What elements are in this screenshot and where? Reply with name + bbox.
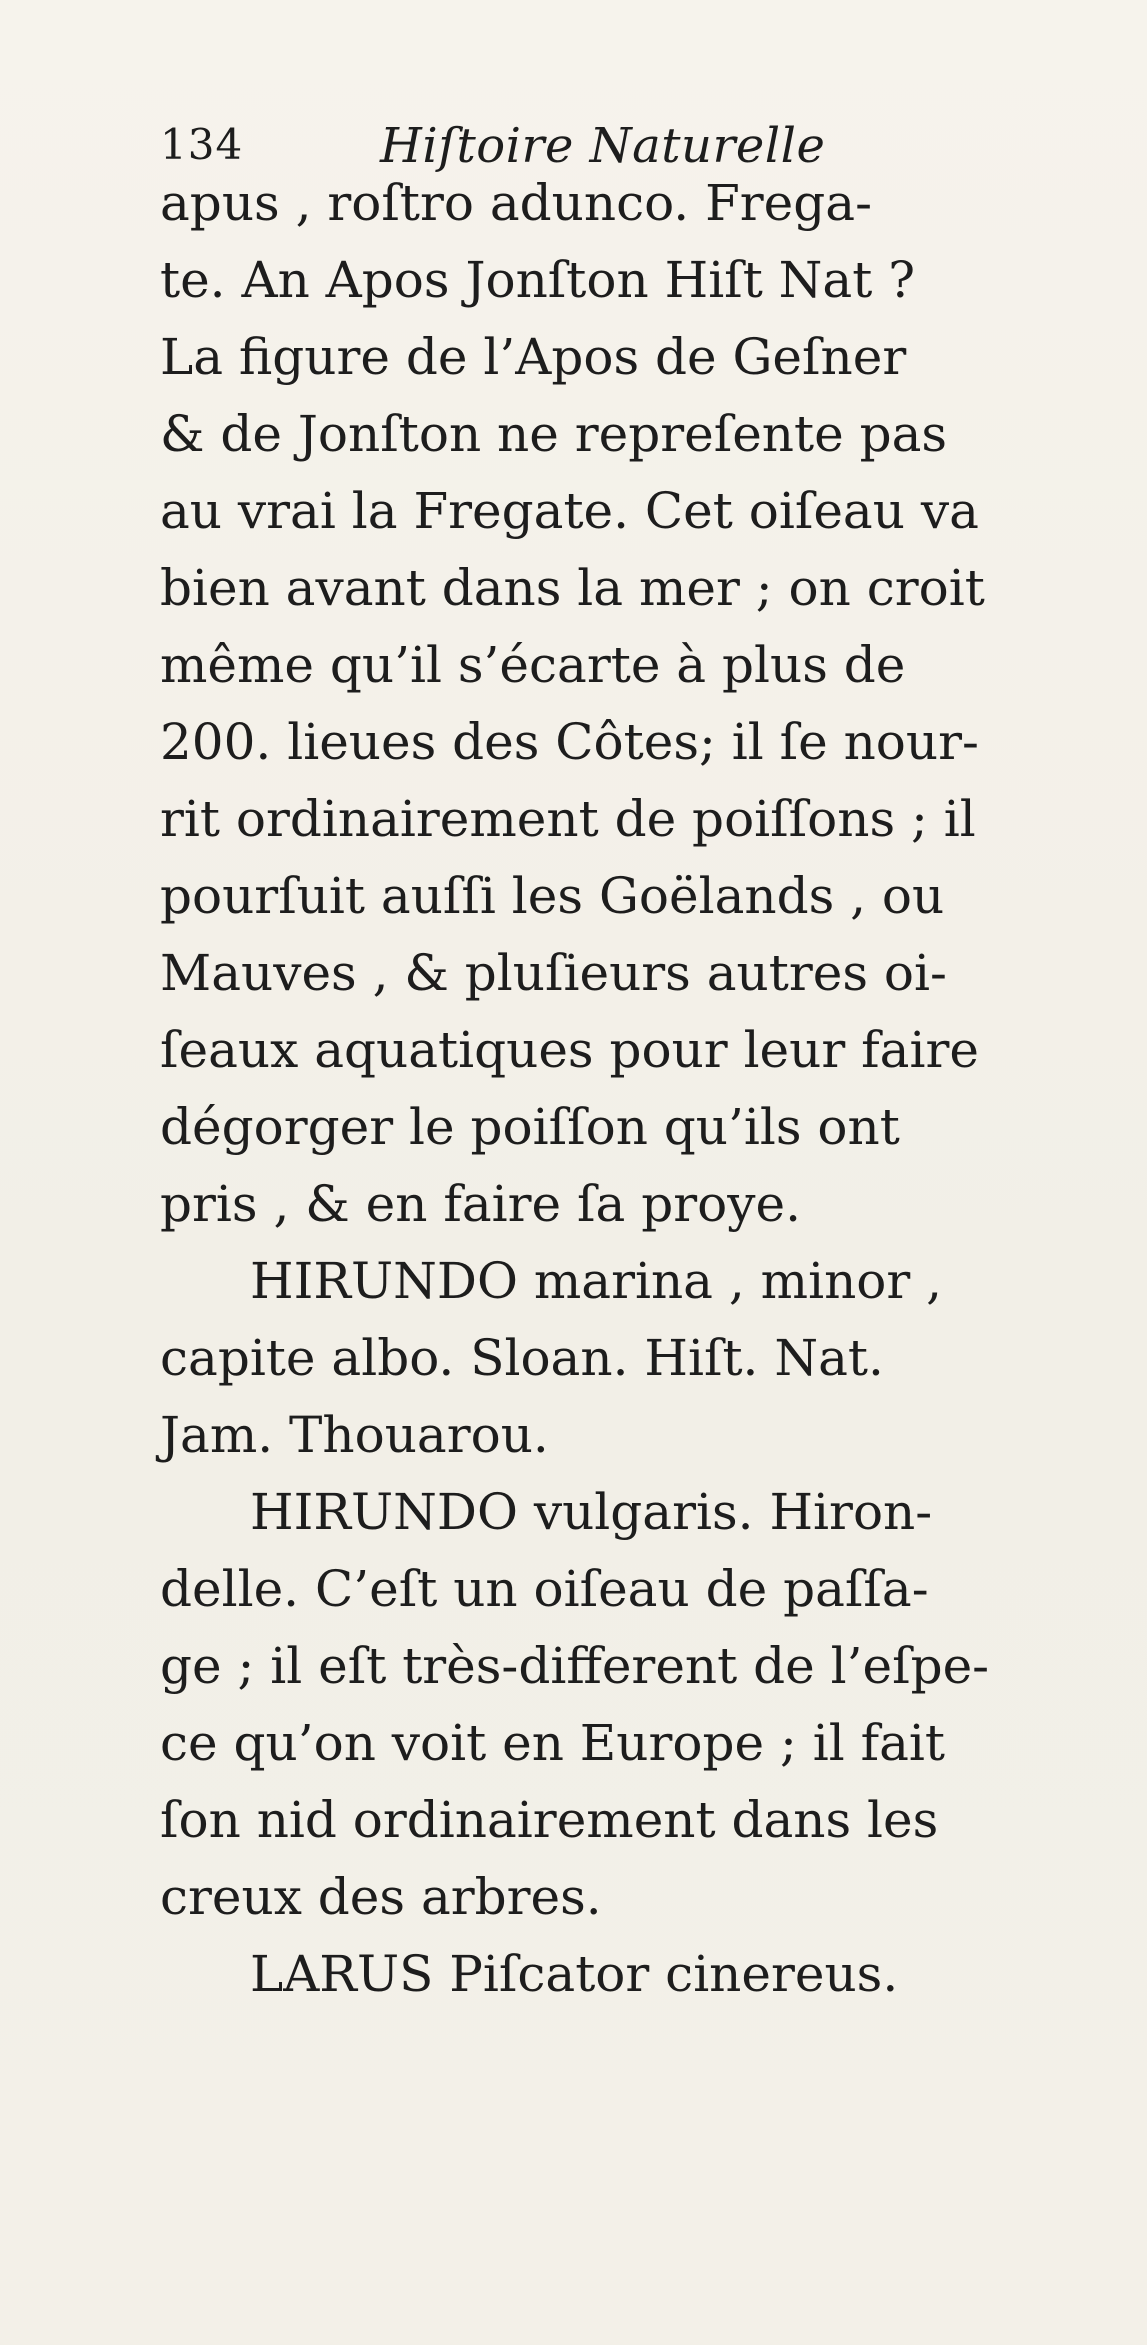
text-line: apus , roſtro adunco. Frega- — [160, 174, 872, 232]
page-number: 134 — [160, 120, 244, 169]
text-line: capite albo. Sloan. Hiſt. Nat. — [160, 1329, 884, 1387]
text-line: HIRUNDO vulgaris. Hiron- — [250, 1483, 933, 1541]
running-title: Hiſtoire Naturelle — [380, 118, 826, 174]
text-line: au vrai la Fregate. Cet oiſeau va — [160, 482, 979, 540]
text-line: pourſuit auſſi les Goëlands , ou — [160, 867, 945, 925]
text-line: ſon nid ordinairement dans les — [160, 1791, 939, 1849]
text-line: ſeaux aquatiques pour leur faire — [160, 1021, 979, 1079]
text-line: même qu’il s’écarte à plus de — [160, 636, 906, 694]
text-line: LARUS Piſcator cinereus. — [250, 1945, 899, 2003]
body-text — [160, 165, 1090, 2013]
text-line: ge ; il eſt très-different de l’eſpe- — [160, 1637, 990, 1695]
text-line: La figure de l’Apos de Geſner — [160, 328, 907, 386]
text-line: dégorger le poiſſon qu’ils ont — [160, 1098, 900, 1156]
text-line: delle. C’eſt un oiſeau de paſſa- — [160, 1560, 929, 1618]
text-line: pris , & en faire ſa proye. — [160, 1175, 801, 1233]
text-line: Jam. Thouarou. — [160, 1406, 549, 1464]
text-line: & de Jonſton ne repreſente pas — [160, 405, 948, 463]
text-line: 200. lieues des Côtes; il ſe nour- — [160, 713, 979, 771]
text-line: Mauves , & pluſieurs autres oi- — [160, 944, 947, 1002]
text-line: HIRUNDO marina , minor , — [250, 1252, 943, 1310]
text-line: bien avant dans la mer ; on croit — [160, 559, 985, 617]
text-line: te. An Apos Jonſton Hiſt Nat ? — [160, 251, 916, 309]
text-line: rit ordinairement de poiſſons ; il — [160, 790, 976, 848]
text-line: ce qu’on voit en Europe ; il fait — [160, 1714, 946, 1772]
text-line: creux des arbres. — [160, 1868, 602, 1926]
